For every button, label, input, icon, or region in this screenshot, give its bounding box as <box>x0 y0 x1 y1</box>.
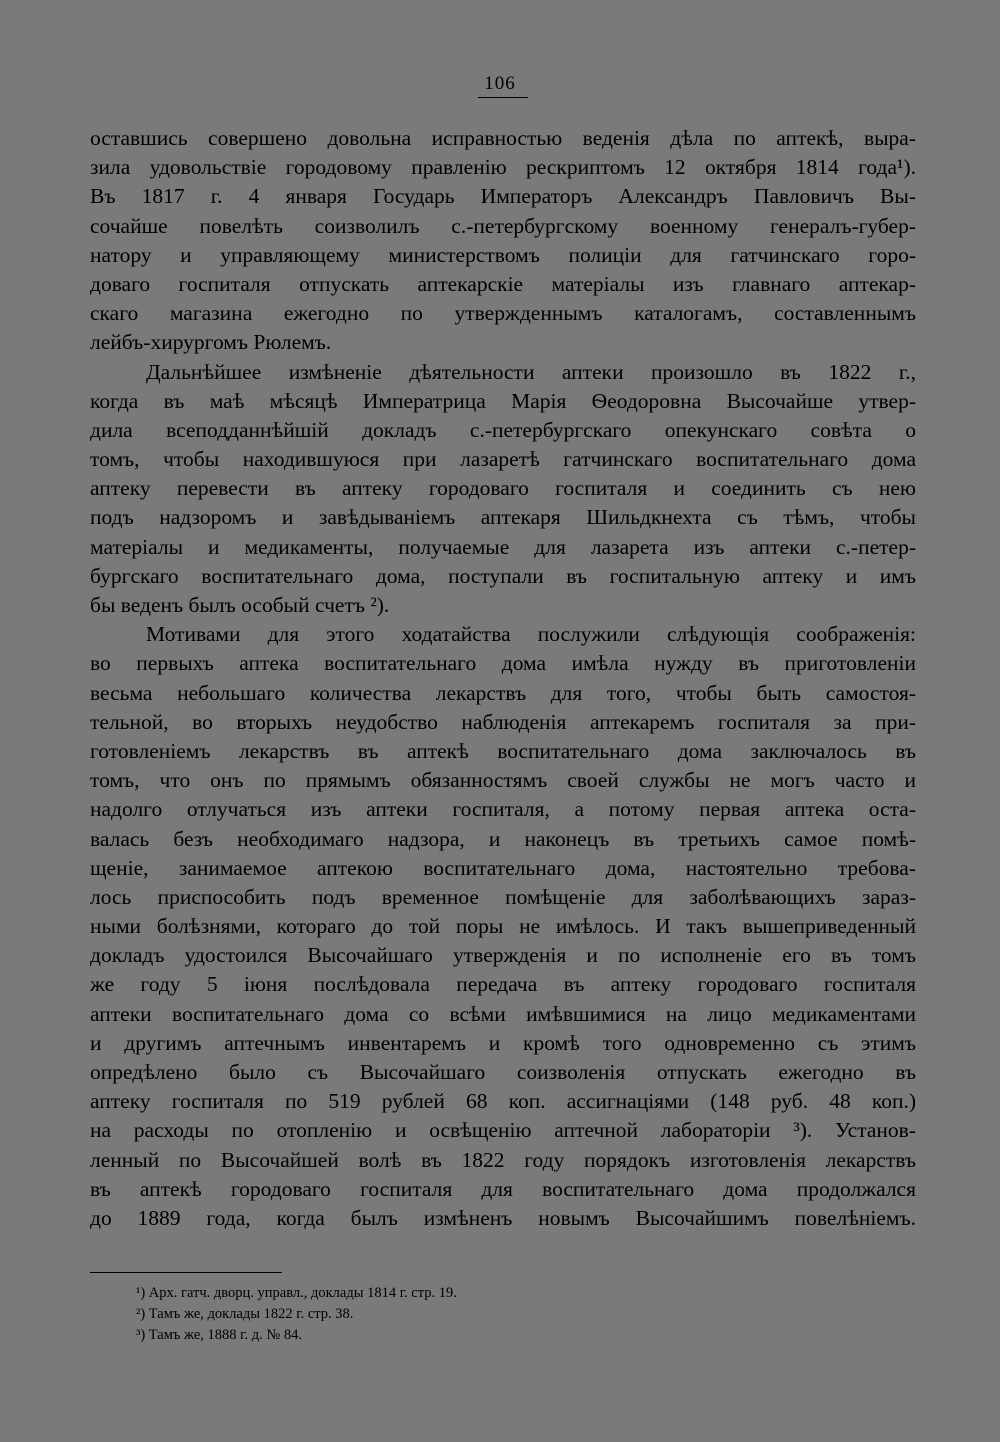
text-line: аптеку перевести въ аптеку городоваго госпиталя и соединить съ нею <box>90 476 916 501</box>
text-line: ными болѣзнями, котораго до той поры не имѣлось. И такъ вышеприведенный <box>90 914 916 939</box>
text-line: на расходы по отопленію и освѣщенію аптечной лабораторіи ³). Установ- <box>90 1118 916 1143</box>
text-line: Дальнѣйшее измѣненіе дѣятельности аптеки произошло въ 1822 г., <box>146 359 916 384</box>
footnote: ¹) Арх. гатч. дворц. управл., доклады 1814 г. стр. 19. <box>136 1285 457 1301</box>
body-text <box>90 124 916 1233</box>
text-line: матеріалы и медикаменты, получаемые для лазарета изъ аптеки с.-петер- <box>90 534 916 559</box>
text-line: готовленіемъ лекарствъ въ аптекѣ воспитательнаго дома заключалось въ <box>90 738 916 763</box>
text-line: валась безъ необходимаго надзора, и наконецъ въ третьихъ самое помѣ- <box>90 826 916 851</box>
text-line: во первыхъ аптека воспитательнаго дома имѣла нужду въ приготовленіи <box>90 651 916 676</box>
page-number-underline <box>478 97 528 98</box>
footnote-separator <box>90 1272 282 1273</box>
text-line: весьма небольшаго количества лекарствъ для того, чтобы быть самостоя- <box>90 680 916 705</box>
footnote: ³) Тамъ же, 1888 г. д. № 84. <box>136 1327 302 1343</box>
text-line: Въ 1817 г. 4 января Государь Императоръ Александръ Павловичъ Вы- <box>90 184 916 209</box>
text-line: аптеку госпиталя по 519 рублей 68 коп. ассигнаціями (148 руб. 48 коп.) <box>90 1089 916 1114</box>
text-line: бы веденъ былъ особый счетъ ²). <box>90 593 390 617</box>
text-line: докладъ удостоился Высочайшаго утвержденія и по исполненіе его въ томъ <box>90 943 916 968</box>
text-line: подъ надзоромъ и завѣдываніемъ аптекаря Шильдкнехта съ тѣмъ, чтобы <box>90 505 916 530</box>
text-line: лейбъ-хирургомъ Рюлемъ. <box>90 330 332 355</box>
text-line: ленный по Высочайшей волѣ въ 1822 году порядокъ изготовленія лекарствъ <box>90 1147 916 1172</box>
text-line: бургскаго воспитательнаго дома, поступали въ госпитальную аптеку и имъ <box>90 563 916 588</box>
text-line: Мотивами для этого ходатайства послужили слѣдующія соображенія: <box>146 622 916 647</box>
footnotes <box>136 1283 836 1346</box>
text-line: надолго отлучаться изъ аптеки госпиталя, а потому первая аптека оста- <box>90 797 916 822</box>
text-line: натору и управляющему министерствомъ полиціи для гатчинскаго горо- <box>90 242 916 267</box>
footnote: ²) Тамъ же, доклады 1822 г. стр. 38. <box>136 1306 354 1322</box>
text-line: тельной, во вторыхъ неудобство наблюденія аптекаремъ госпиталя за при- <box>90 709 916 734</box>
text-line: доваго госпиталя отпускать аптекарскіе матеріалы изъ главнаго аптекар- <box>90 271 916 296</box>
text-line: зила удовольствіе городовому правленію рескриптомъ 12 октября 1814 года¹). <box>90 155 916 180</box>
text-line: сочайше повелѣть соизволилъ с.-петербургскому военному генералъ-губер- <box>90 213 916 238</box>
text-line: скаго магазина ежегодно по утвержденнымъ каталогамъ, составленнымъ <box>90 301 916 326</box>
text-line: томъ, чтобы находившуюся при лазаретѣ гатчинскаго воспитательнаго дома <box>90 447 916 472</box>
text-line: когда въ маѣ мѣсяцѣ Императрица Марія Ѳеодоровна Высочайше утвер- <box>90 388 916 413</box>
text-line: томъ, что онъ по прямымъ обязанностямъ своей службы не могъ часто и <box>90 768 916 793</box>
text-line: лось приспособить подъ временное помѣщеніе для заболѣвающихъ зараз- <box>90 884 916 909</box>
text-line: щеніе, занимаемое аптекою воспитательнаго дома, настоятельно требова- <box>90 855 916 880</box>
page-number: 106 <box>484 73 516 94</box>
text-line: дила всеподданнѣйшій докладъ с.-петербургскаго опекунскаго совѣта о <box>90 417 916 442</box>
text-line: же году 5 іюня послѣдовала передача въ аптеку городоваго госпиталя <box>90 972 916 997</box>
text-line: аптеки воспитательнаго дома со всѣми имѣвшимися на лицо медикаментами <box>90 1001 916 1026</box>
text-line: въ аптекѣ городоваго госпиталя для воспитательнаго дома продолжался <box>90 1176 916 1201</box>
text-line: и другимъ аптечнымъ инвентаремъ и кромѣ того одновременно съ этимъ <box>90 1030 916 1055</box>
text-line: опредѣлено было съ Высочайшаго соизволенія отпускать ежегодно въ <box>90 1060 916 1084</box>
text-line: до 1889 года, когда былъ измѣненъ новымъ Высочайшимъ повелѣніемъ. <box>90 1205 916 1230</box>
text-line: оставшись совершено довольна исправностью веденія дѣла по аптекѣ, выра- <box>90 126 916 150</box>
